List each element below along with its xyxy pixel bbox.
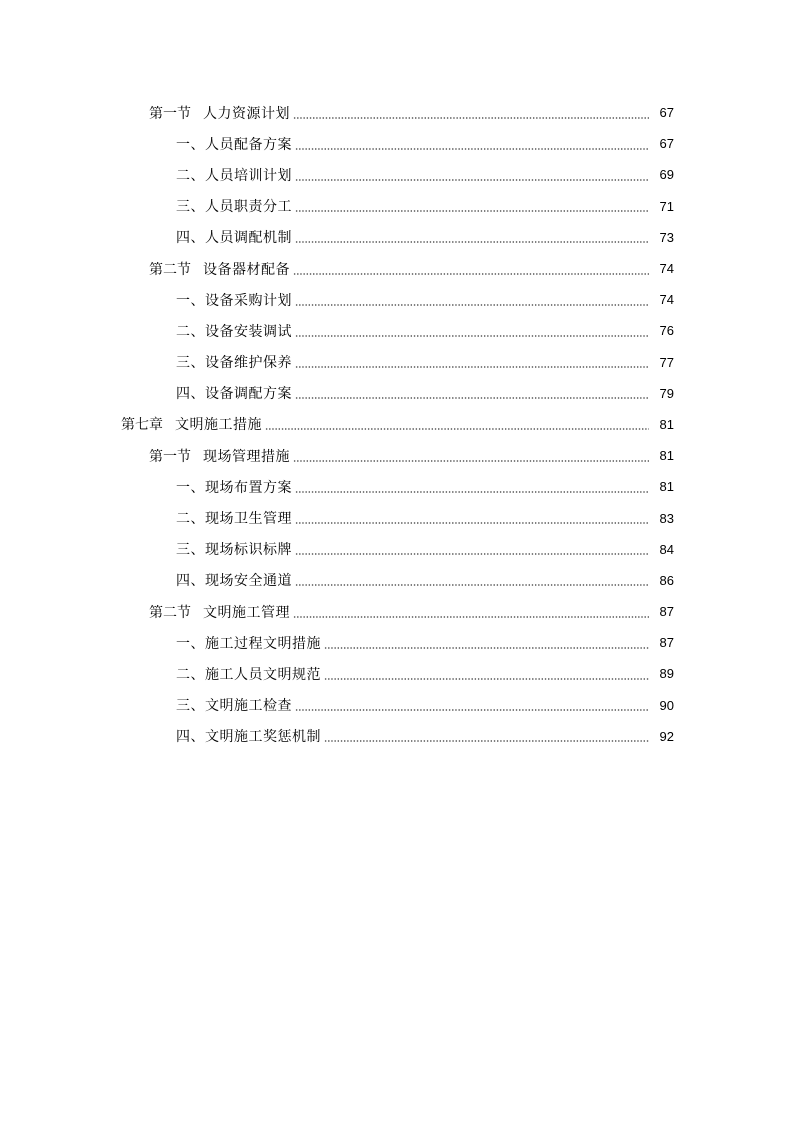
- toc-entry-page: 83: [659, 510, 674, 526]
- toc-entry-title: 文明施工管理: [203, 604, 290, 621]
- toc-entry-page: 74: [659, 292, 674, 308]
- dot-leader: [295, 553, 649, 555]
- toc-entry-number: 四、: [176, 729, 205, 746]
- toc-entry-title: 设备安装调试: [205, 323, 292, 340]
- toc-entry-number: 一、: [176, 479, 205, 496]
- toc-entry[interactable]: [0, 596, 793, 627]
- toc-entry-number: 一、: [176, 292, 205, 309]
- toc-entry-number: 第二节: [149, 604, 191, 621]
- toc-entry[interactable]: [0, 378, 793, 409]
- dot-leader: [293, 117, 649, 119]
- dot-leader: [295, 584, 649, 586]
- toc-entry-page: 81: [659, 416, 674, 432]
- dot-leader: [295, 210, 649, 212]
- toc-entry[interactable]: [0, 471, 793, 502]
- toc-entry-number: 第七章: [121, 417, 163, 434]
- dot-leader: [265, 428, 649, 430]
- toc-entry[interactable]: [0, 565, 793, 596]
- dot-leader: [295, 522, 649, 524]
- toc-entry-number: 三、: [176, 698, 205, 715]
- toc-entry[interactable]: [0, 128, 793, 159]
- toc-entry-title: 施工人员文明规范: [205, 666, 321, 683]
- toc-entry[interactable]: [0, 315, 793, 346]
- toc-entry-page: 67: [659, 105, 674, 121]
- toc-entry-page: 81: [659, 448, 674, 464]
- toc-entry-number: 第一节: [149, 448, 191, 465]
- toc-entry[interactable]: [0, 502, 793, 533]
- toc-entry[interactable]: [0, 534, 793, 565]
- toc-entry-title: 现场布置方案: [205, 479, 292, 496]
- toc-entry-page: 87: [659, 604, 674, 620]
- toc-entry-page: 81: [659, 479, 674, 495]
- toc-entry-page: 67: [659, 136, 674, 152]
- toc-entry-title: 人员职责分工: [205, 199, 292, 216]
- toc-entry-title: 人员配备方案: [205, 136, 292, 153]
- toc-entry-title: 设备调配方案: [205, 386, 292, 403]
- toc-entry-page: 79: [659, 385, 674, 401]
- toc-entry-number: 二、: [176, 323, 205, 340]
- toc-entry-title: 设备维护保养: [205, 355, 292, 372]
- toc-entry-title: 现场卫生管理: [205, 511, 292, 528]
- toc-entry[interactable]: [0, 159, 793, 190]
- toc-entry[interactable]: [0, 658, 793, 689]
- toc-entry-number: 二、: [176, 666, 205, 683]
- toc-entry-title: 文明施工奖惩机制: [205, 729, 321, 746]
- toc-entry-page: 84: [659, 541, 674, 557]
- dot-leader: [295, 335, 649, 337]
- toc-entry-number: 三、: [176, 199, 205, 216]
- toc-entry-page: 74: [659, 261, 674, 277]
- dot-leader: [293, 273, 649, 275]
- toc-entry-page: 73: [659, 229, 674, 245]
- toc-entry[interactable]: [0, 721, 793, 752]
- toc-entry-number: 一、: [176, 136, 205, 153]
- dot-leader: [324, 740, 649, 742]
- toc-entry-page: 71: [659, 198, 674, 214]
- toc-entry[interactable]: [0, 97, 793, 128]
- toc-entry-number: 二、: [176, 167, 205, 184]
- table-of-contents: [0, 97, 793, 752]
- dot-leader: [293, 616, 649, 618]
- toc-entry-page: 92: [659, 728, 674, 744]
- toc-entry-chapter[interactable]: [0, 409, 793, 440]
- dot-leader: [295, 709, 649, 711]
- toc-entry-number: 四、: [176, 230, 205, 247]
- toc-entry-title: 人员调配机制: [205, 230, 292, 247]
- toc-entry-page: 89: [659, 666, 674, 682]
- toc-entry[interactable]: [0, 191, 793, 222]
- toc-entry-page: 77: [659, 354, 674, 370]
- toc-entry[interactable]: [0, 253, 793, 284]
- toc-entry-title: 文明施工措施: [175, 417, 262, 434]
- toc-entry-number: 四、: [176, 573, 205, 590]
- dot-leader: [324, 647, 649, 649]
- toc-entry-number: 三、: [176, 542, 205, 559]
- toc-entry-number: 四、: [176, 386, 205, 403]
- dot-leader: [295, 366, 649, 368]
- dot-leader: [295, 179, 649, 181]
- toc-entry-title: 施工过程文明措施: [205, 635, 321, 652]
- toc-entry-number: 二、: [176, 511, 205, 528]
- toc-entry[interactable]: [0, 222, 793, 253]
- toc-entry[interactable]: [0, 347, 793, 378]
- toc-entry[interactable]: [0, 440, 793, 471]
- toc-entry-number: 第一节: [149, 105, 191, 122]
- toc-entry-title: 现场安全通道: [205, 573, 292, 590]
- dot-leader: [324, 678, 649, 680]
- toc-entry[interactable]: [0, 284, 793, 315]
- toc-entry-title: 人员培训计划: [205, 167, 292, 184]
- toc-entry[interactable]: [0, 690, 793, 721]
- toc-entry-page: 69: [659, 167, 674, 183]
- toc-entry-title: 现场标识标牌: [205, 542, 292, 559]
- toc-entry-title: 设备器材配备: [203, 261, 290, 278]
- toc-entry-number: 第二节: [149, 261, 191, 278]
- toc-entry-title: 人力资源计划: [203, 105, 290, 122]
- toc-entry-page: 90: [659, 697, 674, 713]
- dot-leader: [295, 491, 649, 493]
- dot-leader: [293, 460, 649, 462]
- toc-entry-page: 86: [659, 572, 674, 588]
- toc-entry-number: 三、: [176, 355, 205, 372]
- toc-entry[interactable]: [0, 627, 793, 658]
- dot-leader: [295, 241, 649, 243]
- toc-entry-title: 文明施工检查: [205, 698, 292, 715]
- dot-leader: [295, 148, 649, 150]
- toc-entry-number: 一、: [176, 635, 205, 652]
- dot-leader: [295, 397, 649, 399]
- toc-entry-title: 现场管理措施: [203, 448, 290, 465]
- toc-entry-title: 设备采购计划: [205, 292, 292, 309]
- toc-entry-page: 87: [659, 635, 674, 651]
- dot-leader: [295, 304, 649, 306]
- toc-entry-page: 76: [659, 323, 674, 339]
